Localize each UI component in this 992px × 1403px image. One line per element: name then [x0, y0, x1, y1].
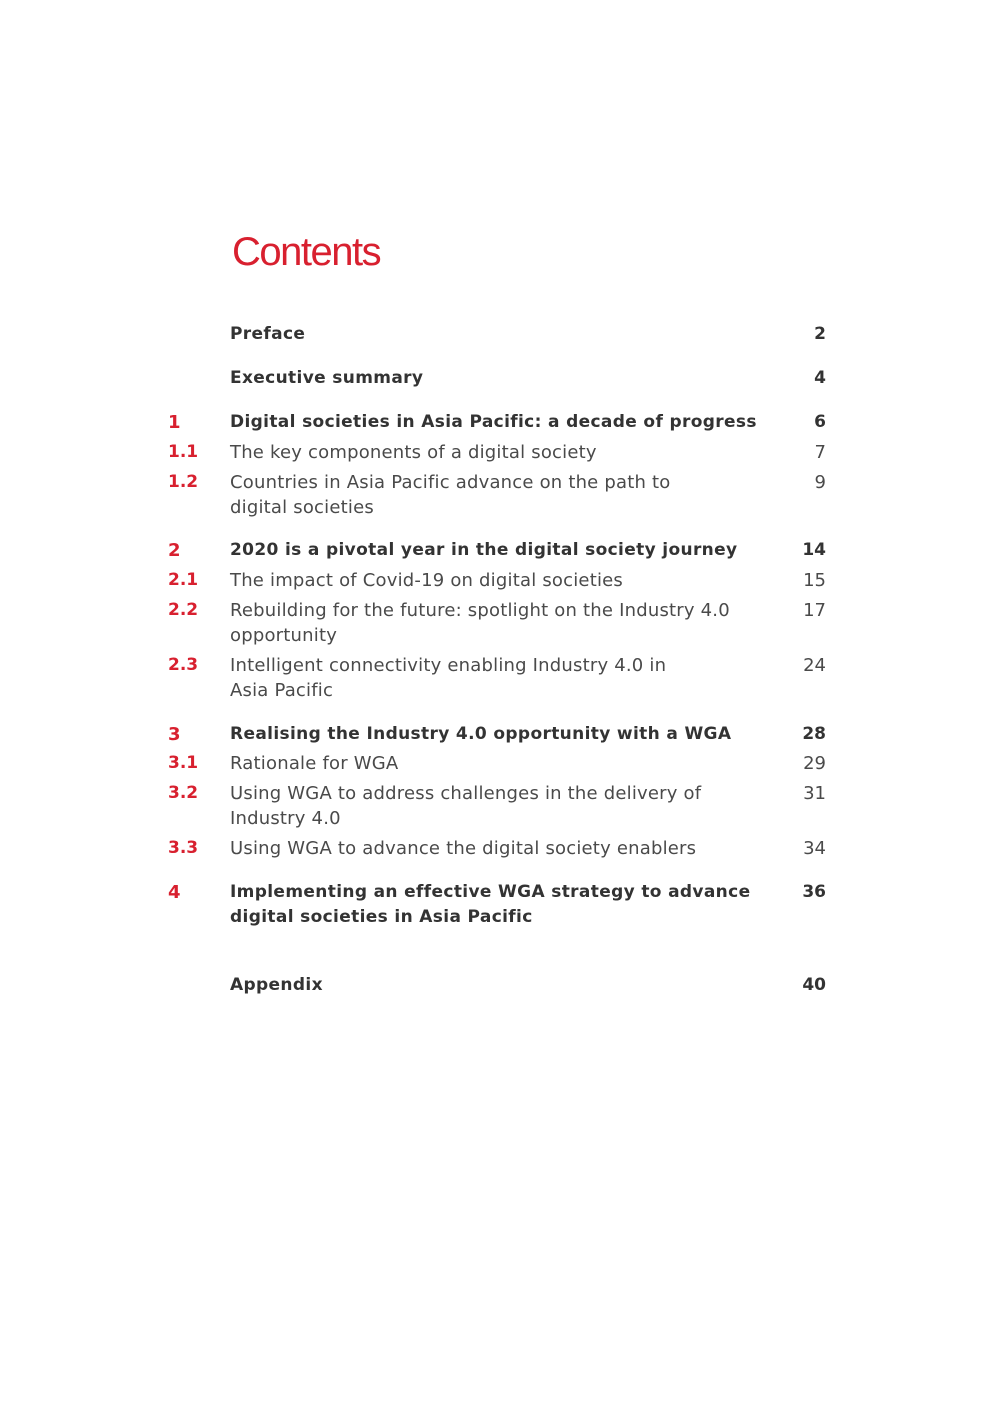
- toc-entry-number: 3.3: [168, 838, 199, 858]
- toc-entry-page: 7: [814, 442, 826, 463]
- toc-entry-label: Digital societies in Asia Pacific: a decade of progress: [230, 412, 757, 432]
- toc-entry-number: 3.2: [168, 783, 199, 803]
- toc-entry-page: 15: [803, 570, 826, 591]
- toc-entry-page: 28: [802, 724, 826, 744]
- toc-entry-page: 40: [802, 975, 826, 995]
- toc-entry-label: Countries in Asia Pacific advance on the path to digital societies: [230, 472, 671, 518]
- toc-entry-page: 24: [803, 655, 826, 676]
- toc-entry-label: 2020 is a pivotal year in the digital society journey: [230, 540, 738, 560]
- toc-entry-number: 2: [168, 540, 181, 561]
- toc-entry-number: 1.1: [168, 442, 199, 462]
- toc-entry-number: 1: [168, 412, 181, 433]
- toc-entry-page: 36: [802, 882, 826, 902]
- toc-entry-page: 31: [803, 783, 826, 804]
- toc-entry-page: 2: [814, 324, 826, 344]
- toc-entry-number: 2.3: [168, 655, 199, 675]
- toc-entry-label: Using WGA to advance the digital society enablers: [230, 838, 697, 859]
- toc-entry-label: Rationale for WGA: [230, 753, 399, 774]
- toc-entry-page: 6: [814, 412, 826, 432]
- toc-entry-page: 9: [814, 472, 826, 493]
- toc-entry-label: The key components of a digital society: [230, 442, 597, 463]
- toc-entry-page: 34: [803, 838, 826, 859]
- toc-entry-number: 2.1: [168, 570, 199, 590]
- toc-entry-label: Appendix: [230, 975, 323, 995]
- toc-entry-page: 29: [803, 753, 826, 774]
- toc-entry-number: 4: [168, 882, 181, 903]
- toc-entry-number: 1.2: [168, 472, 199, 492]
- toc-entry-number: 3: [168, 724, 181, 745]
- toc-entry-number: 3.1: [168, 753, 199, 773]
- page-title: Contents: [232, 230, 381, 274]
- toc-entry-label: Preface: [230, 324, 306, 344]
- toc-entry-label: Implementing an effective WGA strategy to advance digital societies in Asia Pacific: [230, 882, 751, 927]
- toc-entry-label: Intelligent connectivity enabling Industry 4.0 in Asia Pacific: [230, 655, 667, 701]
- toc-entry-label: The impact of Covid-19 on digital societies: [230, 570, 623, 591]
- toc-entry-label: Rebuilding for the future: spotlight on the Industry 4.0 opportunity: [230, 600, 730, 646]
- toc-entry-label: Executive summary: [230, 368, 424, 388]
- toc-entry-page: 17: [803, 600, 826, 621]
- toc-entry-label: Realising the Industry 4.0 opportunity with a WGA: [230, 724, 732, 744]
- toc-entry-number: 2.2: [168, 600, 199, 620]
- toc-entry-label: Using WGA to address challenges in the delivery of Industry 4.0: [230, 783, 702, 829]
- toc-entry-page: 4: [814, 368, 826, 388]
- toc-entry-page: 14: [802, 540, 826, 560]
